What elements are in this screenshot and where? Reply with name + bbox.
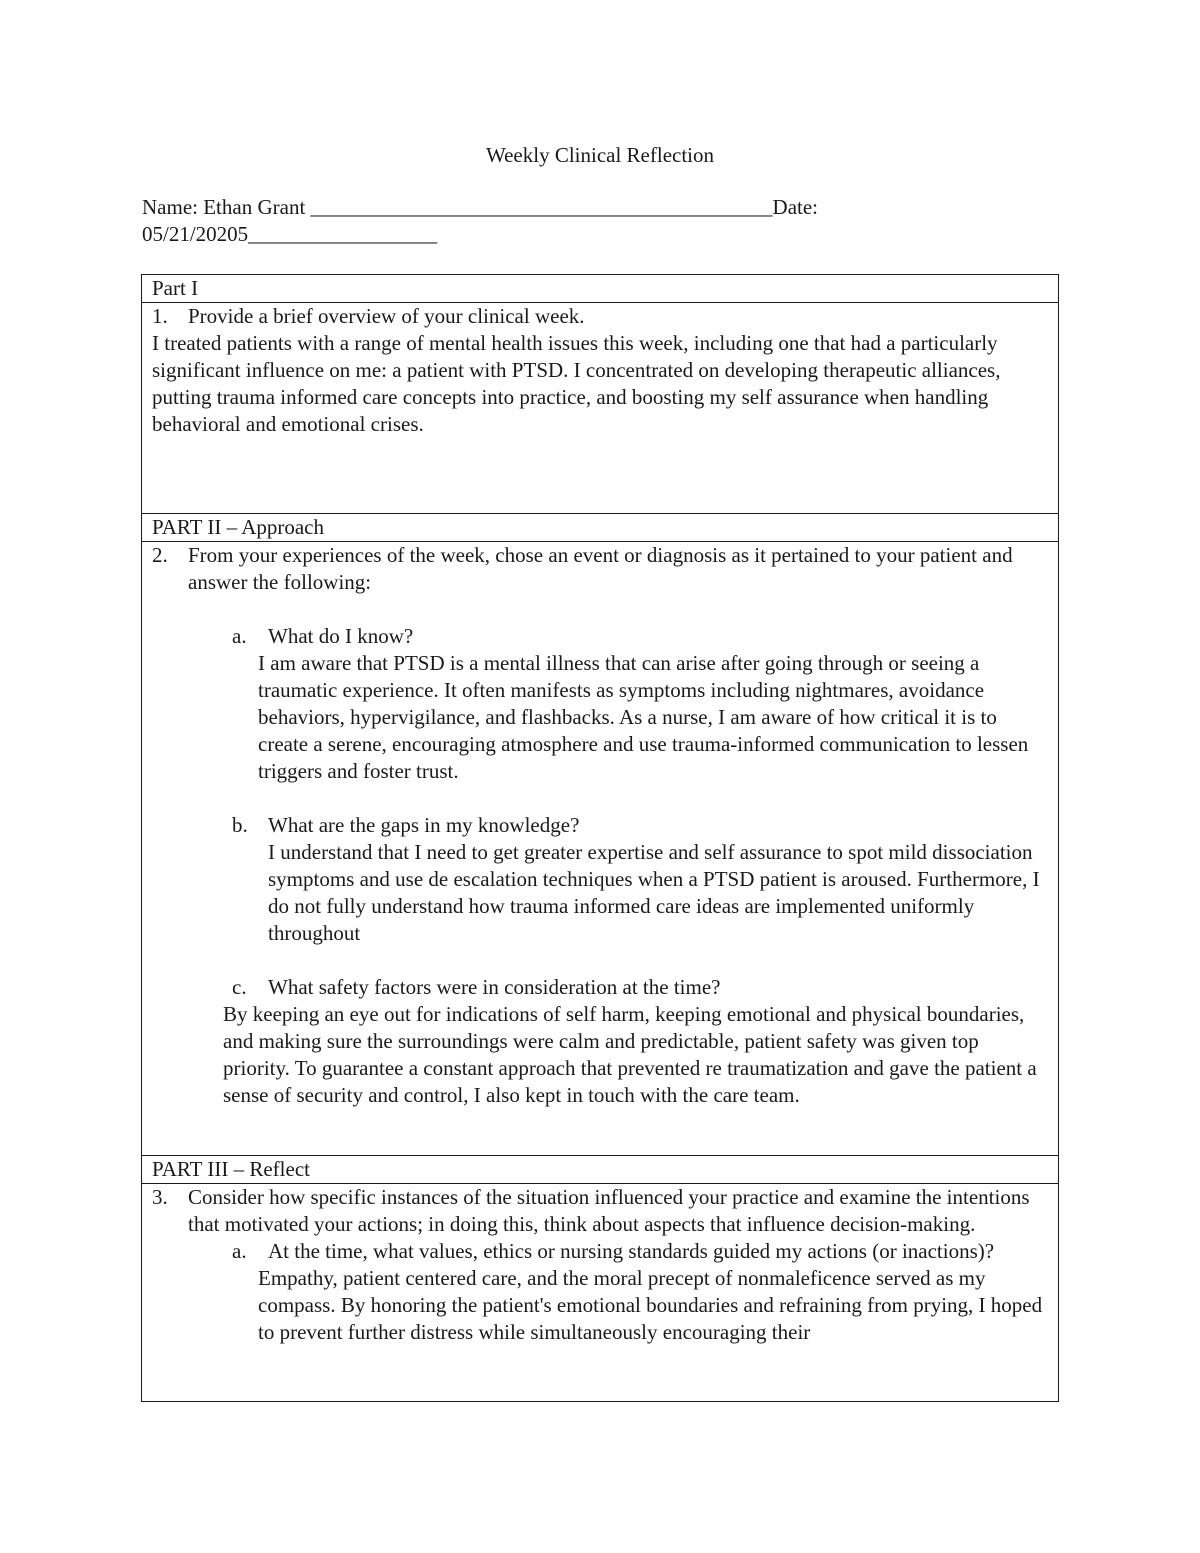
part2-item-c-question [152, 974, 1048, 1001]
part1-question-text: Provide a brief overview of your clinical week. [188, 304, 585, 328]
header-name-line [142, 194, 1062, 221]
spacer [152, 785, 1048, 812]
spacer [152, 596, 1048, 623]
part3-body-clip [152, 1184, 1048, 1401]
part3-body [142, 1184, 1059, 1402]
part2-item-b-answer: I understand that I need to get greater expertise and self assurance to spot mild dissociation symptoms and use de escalation techniques when a PTSD patient is aroused. Furthermore, I do not fully understand how trauma informed care ideas are implemented uniformly throughout [268, 840, 1040, 945]
part3-item-a-question-text: At the time, what values, ethics or nursing standards guided my actions (or inactions)? [268, 1239, 995, 1263]
reflection-table [141, 274, 1059, 1402]
part3-item-a-answer: Empathy, patient centered care, and the moral precept of nonmaleficence served as my compass. By honoring the patient's emotional boundaries and refraining from prying, I hoped to prevent further distress while simultaneously encouraging their [258, 1266, 1043, 1344]
part3-heading: PART III – Reflect [142, 1156, 1059, 1184]
part2-item-a-letter: a. [232, 624, 247, 648]
part1-answer: I treated patients with a range of mental health issues this week, including one that had a particularly significant influence on me: a patient with PTSD. I concentrated on developing therapeutic alliances, putting trauma informed care concepts into practice, and boosting my self assurance when handling behavioral and emotional crises. [152, 331, 1001, 436]
part1-question [152, 303, 1048, 330]
part3-question-number: 3. [152, 1185, 168, 1209]
page-title: Weekly Clinical Reflection [485, 143, 715, 167]
part3-question-text: Consider how specific instances of the situation influenced your practice and examine the intentions that motivated your actions; in doing this, think about aspects that influence decision-making. [188, 1185, 1030, 1236]
part2-heading: PART II – Approach [142, 514, 1059, 542]
part2-item-a-question-text: What do I know? [268, 624, 414, 648]
part3-item-a-question [152, 1238, 1048, 1265]
part2-item-a-answer: I am aware that PTSD is a mental illness that can arise after going through or seeing a traumatic experience. It often manifests as symptoms including nightmares, avoidance behaviors, hypervigilance, and flashbacks. As a nurse, I am aware of how critical it is to create a serene, encouraging atmosphere and use trauma-informed communication to lessen triggers and foster trust. [258, 651, 1029, 783]
part2-item-b-question [152, 812, 1048, 839]
part1-body [142, 303, 1059, 514]
part1-heading-row [142, 275, 1059, 303]
part2-question-text: From your experiences of the week, chose an event or diagnosis as it pertained to your patient and answer the following: [188, 543, 1013, 594]
name-label: Name: Ethan Grant [142, 195, 311, 219]
header-date-line [142, 221, 1062, 248]
part2-question-number: 2. [152, 543, 168, 567]
part2-item-b-letter: b. [232, 813, 248, 837]
date-value: 05/21/20205 [142, 222, 249, 246]
part1-body-row [142, 303, 1059, 514]
part2-item-c-answer: By keeping an eye out for indications of self harm, keeping emotional and physical boundaries, and making sure the surroundings were calm and predictable, patient safety was given top priority. To guarantee a constant approach that prevented re traumatization and gave the patient a sense of security and control, I also kept in touch with the care team. [223, 1002, 1037, 1107]
part2-item-a-question [152, 623, 1048, 650]
name-rule: ____________________________________________ [310, 195, 773, 219]
part2-item-b-question-text: What are the gaps in my knowledge? [268, 813, 580, 837]
spacer [152, 947, 1048, 974]
date-rule: __________________ [248, 222, 438, 246]
part2-item-c-letter: c. [232, 975, 247, 999]
part3-item-a-letter: a. [232, 1239, 247, 1263]
part1-question-number: 1. [152, 304, 168, 328]
date-label: Date: [772, 195, 819, 219]
part3-heading-row [142, 1156, 1059, 1184]
part2-heading-row [142, 514, 1059, 542]
part2-question [152, 542, 1048, 596]
part1-heading: Part I [142, 275, 1059, 303]
part3-question [152, 1184, 1048, 1238]
part2-body [142, 542, 1059, 1156]
part2-body-row [142, 542, 1059, 1156]
part2-item-c-question-text: What safety factors were in consideration at the time? [268, 975, 721, 999]
part3-body-row [142, 1184, 1059, 1402]
